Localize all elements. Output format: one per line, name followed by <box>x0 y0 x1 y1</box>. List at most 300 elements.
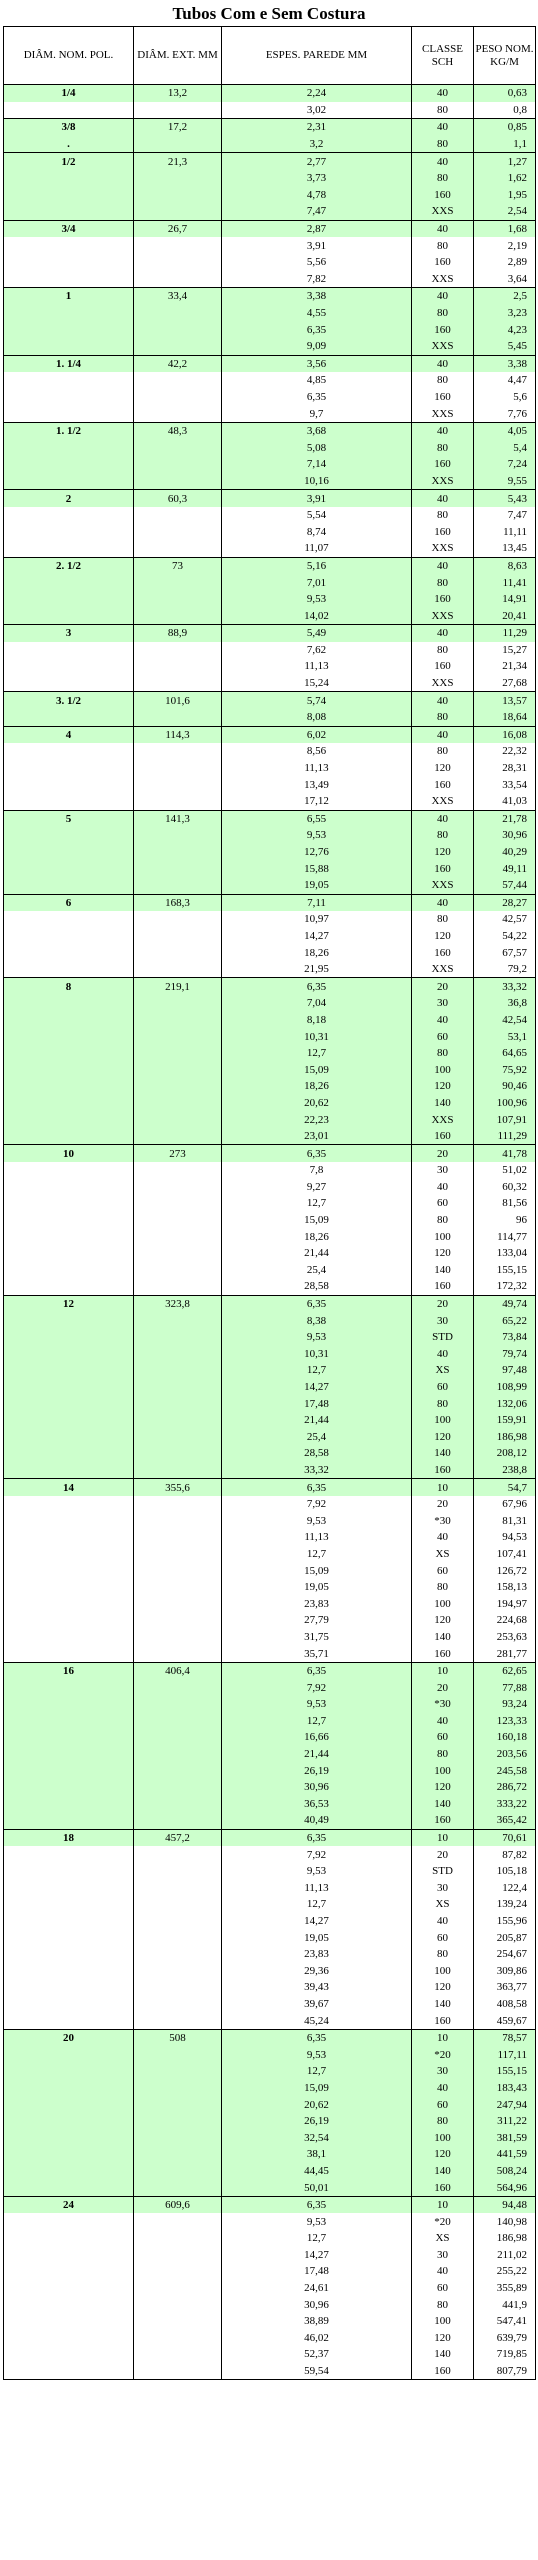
nominal-weight-cell: 155,15 <box>474 2063 536 2080</box>
schedule-class-cell: 40 <box>412 726 474 743</box>
table-row <box>4 1846 536 1863</box>
wall-thickness-cell: 38,89 <box>222 2313 412 2330</box>
nominal-diameter-cell <box>4 1228 134 1245</box>
nominal-weight-cell: 1,27 <box>474 153 536 170</box>
wall-thickness-cell: 5,49 <box>222 625 412 642</box>
wall-thickness-cell: 10,16 <box>222 473 412 490</box>
wall-thickness-cell: 3,73 <box>222 170 412 187</box>
schedule-class-cell: 140 <box>412 1996 474 2013</box>
external-diameter-cell <box>134 1796 222 1813</box>
table-row <box>4 1662 536 1679</box>
schedule-class-cell: 20 <box>412 1846 474 1863</box>
schedule-class-cell: 80 <box>412 1045 474 1062</box>
schedule-class-cell: 80 <box>412 1746 474 1763</box>
schedule-class-cell: XS <box>412 1546 474 1563</box>
nominal-weight-cell: 4,05 <box>474 422 536 439</box>
nominal-weight-cell: 186,98 <box>474 2230 536 2247</box>
nominal-diameter-cell <box>4 2096 134 2113</box>
table-row <box>4 944 536 961</box>
schedule-class-cell: 40 <box>412 810 474 827</box>
table-row <box>4 692 536 709</box>
nominal-weight-cell: 355,89 <box>474 2280 536 2297</box>
schedule-class-cell: 140 <box>412 1629 474 1646</box>
external-diameter-cell <box>134 523 222 540</box>
external-diameter-cell <box>134 961 222 978</box>
table-row <box>4 2363 536 2380</box>
nominal-diameter-cell <box>4 2296 134 2313</box>
wall-thickness-cell: 44,45 <box>222 2163 412 2180</box>
nominal-diameter-cell <box>4 1012 134 1029</box>
nominal-weight-cell: 441,9 <box>474 2296 536 2313</box>
external-diameter-cell <box>134 1061 222 1078</box>
table-row <box>4 1462 536 1479</box>
wall-thickness-cell: 21,44 <box>222 1245 412 1262</box>
nominal-weight-cell: 205,87 <box>474 1929 536 1946</box>
nominal-diameter-cell: 1. 1/4 <box>4 355 134 372</box>
schedule-class-cell: 40 <box>412 355 474 372</box>
table-row <box>4 1629 536 1646</box>
table-row <box>4 2012 536 2029</box>
table-row <box>4 860 536 877</box>
external-diameter-cell <box>134 2129 222 2146</box>
nominal-diameter-cell <box>4 1512 134 1529</box>
table-row <box>4 1128 536 1145</box>
schedule-class-cell: 80 <box>412 1579 474 1596</box>
table-row <box>4 2263 536 2280</box>
table-row <box>4 170 536 187</box>
wall-thickness-cell: 7,8 <box>222 1162 412 1179</box>
table-row <box>4 2346 536 2363</box>
wall-thickness-cell: 50,01 <box>222 2179 412 2196</box>
schedule-class-cell: 160 <box>412 2012 474 2029</box>
table-row <box>4 85 536 102</box>
external-diameter-cell <box>134 1195 222 1212</box>
nominal-weight-cell: 186,98 <box>474 1429 536 1446</box>
schedule-class-cell: STD <box>412 1329 474 1346</box>
schedule-class-cell: 30 <box>412 995 474 1012</box>
nominal-weight-cell: 365,42 <box>474 1812 536 1829</box>
nominal-diameter-cell <box>4 1429 134 1446</box>
external-diameter-cell: 42,2 <box>134 355 222 372</box>
wall-thickness-cell: 20,62 <box>222 2096 412 2113</box>
table-row <box>4 254 536 271</box>
nominal-weight-cell: 90,46 <box>474 1078 536 1095</box>
wall-thickness-cell: 27,79 <box>222 1612 412 1629</box>
table-row <box>4 1696 536 1713</box>
schedule-class-cell: *20 <box>412 2213 474 2230</box>
schedule-class-cell: 60 <box>412 1929 474 1946</box>
table-row <box>4 2247 536 2264</box>
nominal-weight-cell: 363,77 <box>474 1979 536 1996</box>
nominal-diameter-cell <box>4 2247 134 2264</box>
table-row <box>4 844 536 861</box>
wall-thickness-cell: 8,74 <box>222 523 412 540</box>
schedule-class-cell: 160 <box>412 456 474 473</box>
nominal-weight-cell: 1,62 <box>474 170 536 187</box>
schedule-class-cell: 120 <box>412 2330 474 2347</box>
external-diameter-cell <box>134 944 222 961</box>
nominal-diameter-cell <box>4 743 134 760</box>
nominal-weight-cell: 78,57 <box>474 2029 536 2046</box>
nominal-diameter-cell <box>4 1546 134 1563</box>
wall-thickness-cell: 11,07 <box>222 540 412 557</box>
table-row <box>4 793 536 810</box>
external-diameter-cell <box>134 2247 222 2264</box>
external-diameter-cell <box>134 675 222 692</box>
nominal-weight-cell: 1,1 <box>474 136 536 153</box>
external-diameter-cell <box>134 1395 222 1412</box>
nominal-diameter-cell <box>4 574 134 591</box>
nominal-diameter-cell: 3/8 <box>4 119 134 136</box>
nominal-diameter-cell <box>4 237 134 254</box>
nominal-diameter-cell <box>4 1846 134 1863</box>
nominal-diameter-cell <box>4 1779 134 1796</box>
table-row <box>4 877 536 894</box>
table-row <box>4 1278 536 1295</box>
schedule-class-cell: *20 <box>412 2046 474 2063</box>
external-diameter-cell: 114,3 <box>134 726 222 743</box>
wall-thickness-cell: 17,48 <box>222 2263 412 2280</box>
table-row <box>4 102 536 119</box>
external-diameter-cell <box>134 760 222 777</box>
nominal-diameter-cell <box>4 1179 134 1196</box>
nominal-weight-cell: 2,54 <box>474 203 536 220</box>
nominal-diameter-cell <box>4 2230 134 2247</box>
wall-thickness-cell: 7,47 <box>222 203 412 220</box>
nominal-weight-cell: 8,63 <box>474 557 536 574</box>
external-diameter-cell <box>134 1746 222 1763</box>
nominal-diameter-cell <box>4 642 134 659</box>
nominal-diameter-cell <box>4 793 134 810</box>
table-row <box>4 1111 536 1128</box>
external-diameter-cell <box>134 1880 222 1897</box>
schedule-class-cell: 80 <box>412 1946 474 1963</box>
nominal-diameter-cell <box>4 1880 134 1897</box>
nominal-diameter-cell: 1/2 <box>4 153 134 170</box>
schedule-class-cell: 20 <box>412 1496 474 1513</box>
external-diameter-cell <box>134 1462 222 1479</box>
table-row <box>4 1395 536 1412</box>
schedule-class-cell: 30 <box>412 1312 474 1329</box>
wall-thickness-cell: 9,53 <box>222 1696 412 1713</box>
external-diameter-cell: 141,3 <box>134 810 222 827</box>
nominal-weight-cell: 108,99 <box>474 1379 536 1396</box>
table-row <box>4 1329 536 1346</box>
wall-thickness-cell: 18,26 <box>222 1078 412 1095</box>
table-row <box>4 1078 536 1095</box>
table-row <box>4 1429 536 1446</box>
nominal-diameter-cell <box>4 1245 134 1262</box>
wall-thickness-cell: 6,35 <box>222 389 412 406</box>
nominal-diameter-cell <box>4 2080 134 2097</box>
wall-thickness-cell: 17,48 <box>222 1395 412 1412</box>
table-row <box>4 2163 536 2180</box>
wall-thickness-cell: 16,66 <box>222 1729 412 1746</box>
nominal-weight-cell: 140,98 <box>474 2213 536 2230</box>
nominal-diameter-cell <box>4 1095 134 1112</box>
nominal-weight-cell: 36,8 <box>474 995 536 1012</box>
wall-thickness-cell: 8,56 <box>222 743 412 760</box>
nominal-weight-cell: 281,77 <box>474 1645 536 1662</box>
nominal-weight-cell: 77,88 <box>474 1679 536 1696</box>
nominal-weight-cell: 238,8 <box>474 1462 536 1479</box>
external-diameter-cell: 13,2 <box>134 85 222 102</box>
external-diameter-cell <box>134 642 222 659</box>
external-diameter-cell <box>134 1228 222 1245</box>
schedule-class-cell: XXS <box>412 540 474 557</box>
nominal-weight-cell: 5,4 <box>474 439 536 456</box>
wall-thickness-cell: 12,7 <box>222 2230 412 2247</box>
table-row <box>4 709 536 726</box>
external-diameter-cell <box>134 2012 222 2029</box>
external-diameter-cell: 355,6 <box>134 1479 222 1496</box>
nominal-weight-cell: 107,41 <box>474 1546 536 1563</box>
wall-thickness-cell: 14,27 <box>222 928 412 945</box>
nominal-diameter-cell <box>4 372 134 389</box>
nominal-diameter-cell: 8 <box>4 978 134 995</box>
table-row <box>4 675 536 692</box>
table-row <box>4 894 536 911</box>
schedule-class-cell: 10 <box>412 1662 474 1679</box>
table-row <box>4 1295 536 1312</box>
external-diameter-cell <box>134 860 222 877</box>
wall-thickness-cell: 35,71 <box>222 1645 412 1662</box>
nominal-diameter-cell <box>4 995 134 1012</box>
external-diameter-cell <box>134 844 222 861</box>
wall-thickness-cell: 7,92 <box>222 1496 412 1513</box>
external-diameter-cell <box>134 1679 222 1696</box>
nominal-weight-cell: 3,23 <box>474 305 536 322</box>
nominal-diameter-cell <box>4 439 134 456</box>
schedule-class-cell: 60 <box>412 2280 474 2297</box>
table-row <box>4 2080 536 2097</box>
nominal-weight-cell: 62,65 <box>474 1662 536 1679</box>
schedule-class-cell: 160 <box>412 187 474 204</box>
table-row <box>4 540 536 557</box>
schedule-class-cell: 40 <box>412 1179 474 1196</box>
table-row <box>4 187 536 204</box>
nominal-weight-cell: 5,6 <box>474 389 536 406</box>
table-row <box>4 625 536 642</box>
table-row <box>4 1061 536 1078</box>
schedule-class-cell: 40 <box>412 1012 474 1029</box>
schedule-class-cell: 160 <box>412 1812 474 1829</box>
wall-thickness-cell: 18,26 <box>222 1228 412 1245</box>
nominal-diameter-cell <box>4 1913 134 1930</box>
table-row <box>4 1796 536 1813</box>
nominal-weight-cell: 75,92 <box>474 1061 536 1078</box>
table-row <box>4 237 536 254</box>
schedule-class-cell: 40 <box>412 1913 474 1930</box>
wall-thickness-cell: 5,74 <box>222 692 412 709</box>
table-row <box>4 2029 536 2046</box>
schedule-class-cell: 10 <box>412 2196 474 2213</box>
header-nominal-weight: PESO NOM. KG/M <box>474 27 536 85</box>
wall-thickness-cell: 14,27 <box>222 2247 412 2264</box>
nominal-weight-cell: 4,47 <box>474 372 536 389</box>
external-diameter-cell <box>134 1412 222 1429</box>
nominal-diameter-cell: 3/4 <box>4 220 134 237</box>
table-row <box>4 1679 536 1696</box>
external-diameter-cell <box>134 2213 222 2230</box>
nominal-diameter-cell <box>4 405 134 422</box>
external-diameter-cell <box>134 1278 222 1295</box>
table-row <box>4 389 536 406</box>
nominal-weight-cell: 73,84 <box>474 1329 536 1346</box>
nominal-diameter-cell <box>4 254 134 271</box>
external-diameter-cell <box>134 2080 222 2097</box>
schedule-class-cell: 40 <box>412 1529 474 1546</box>
external-diameter-cell <box>134 237 222 254</box>
nominal-diameter-cell: 6 <box>4 894 134 911</box>
table-row <box>4 405 536 422</box>
table-body <box>4 85 536 2380</box>
schedule-class-cell: 120 <box>412 844 474 861</box>
table-row <box>4 810 536 827</box>
nominal-weight-cell: 11,41 <box>474 574 536 591</box>
table-row <box>4 2179 536 2196</box>
table-row <box>4 1412 536 1429</box>
wall-thickness-cell: 7,11 <box>222 894 412 911</box>
external-diameter-cell: 101,6 <box>134 692 222 709</box>
table-row <box>4 507 536 524</box>
table-row <box>4 1095 536 1112</box>
wall-thickness-cell: 39,67 <box>222 1996 412 2013</box>
nominal-weight-cell: 7,76 <box>474 405 536 422</box>
nominal-diameter-cell <box>4 1045 134 1062</box>
nominal-diameter-cell <box>4 389 134 406</box>
nominal-diameter-cell <box>4 1612 134 1629</box>
external-diameter-cell <box>134 1179 222 1196</box>
wall-thickness-cell: 15,24 <box>222 675 412 692</box>
wall-thickness-cell: 9,09 <box>222 338 412 355</box>
wall-thickness-cell: 12,7 <box>222 1713 412 1730</box>
wall-thickness-cell: 6,35 <box>222 1145 412 1162</box>
header-row <box>4 27 536 85</box>
table-row <box>4 1145 536 1162</box>
nominal-diameter-cell <box>4 1629 134 1646</box>
table-row <box>4 1729 536 1746</box>
schedule-class-cell: XXS <box>412 1111 474 1128</box>
table-row <box>4 928 536 945</box>
nominal-diameter-cell <box>4 1963 134 1980</box>
schedule-class-cell: 20 <box>412 978 474 995</box>
external-diameter-cell <box>134 507 222 524</box>
table-row <box>4 2213 536 2230</box>
nominal-weight-cell: 111,29 <box>474 1128 536 1145</box>
nominal-diameter-cell: 5 <box>4 810 134 827</box>
schedule-class-cell: 80 <box>412 709 474 726</box>
schedule-class-cell: 30 <box>412 2247 474 2264</box>
nominal-diameter-cell <box>4 911 134 928</box>
wall-thickness-cell: 10,31 <box>222 1346 412 1363</box>
table-row <box>4 1595 536 1612</box>
external-diameter-cell: 273 <box>134 1145 222 1162</box>
nominal-weight-cell: 41,03 <box>474 793 536 810</box>
nominal-weight-cell: 16,08 <box>474 726 536 743</box>
wall-thickness-cell: 7,01 <box>222 574 412 591</box>
wall-thickness-cell: 8,38 <box>222 1312 412 1329</box>
nominal-weight-cell: 15,27 <box>474 642 536 659</box>
schedule-class-cell: 120 <box>412 1979 474 1996</box>
nominal-weight-cell: 2,89 <box>474 254 536 271</box>
nominal-weight-cell: 1,95 <box>474 187 536 204</box>
external-diameter-cell <box>134 1929 222 1946</box>
wall-thickness-cell: 23,83 <box>222 1595 412 1612</box>
external-diameter-cell <box>134 321 222 338</box>
schedule-class-cell: 160 <box>412 389 474 406</box>
external-diameter-cell <box>134 1579 222 1596</box>
schedule-class-cell: 40 <box>412 2080 474 2097</box>
schedule-class-cell: 40 <box>412 692 474 709</box>
nominal-diameter-cell <box>4 1312 134 1329</box>
wall-thickness-cell: 12,7 <box>222 1195 412 1212</box>
external-diameter-cell <box>134 1896 222 1913</box>
external-diameter-cell <box>134 607 222 624</box>
nominal-diameter-cell <box>4 1061 134 1078</box>
schedule-class-cell: *30 <box>412 1512 474 1529</box>
schedule-class-cell: XS <box>412 2230 474 2247</box>
external-diameter-cell <box>134 102 222 119</box>
wall-thickness-cell: 21,44 <box>222 1746 412 1763</box>
schedule-class-cell: 40 <box>412 119 474 136</box>
wall-thickness-cell: 25,4 <box>222 1262 412 1279</box>
nominal-diameter-cell <box>4 1729 134 1746</box>
header-nominal-diameter: DIÂM. NOM. POL. <box>4 27 134 85</box>
wall-thickness-cell: 4,78 <box>222 187 412 204</box>
nominal-weight-cell: 7,24 <box>474 456 536 473</box>
wall-thickness-cell: 15,09 <box>222 2080 412 2097</box>
wall-thickness-cell: 7,82 <box>222 271 412 288</box>
external-diameter-cell <box>134 658 222 675</box>
nominal-diameter-cell <box>4 1346 134 1363</box>
nominal-diameter-cell <box>4 1863 134 1880</box>
external-diameter-cell <box>134 305 222 322</box>
nominal-diameter-cell <box>4 1929 134 1946</box>
wall-thickness-cell: 10,31 <box>222 1028 412 1045</box>
table-row <box>4 1245 536 1262</box>
schedule-class-cell: 100 <box>412 2129 474 2146</box>
header-wall-thickness: ESPES. PAREDE MM <box>222 27 412 85</box>
nominal-diameter-cell: . <box>4 136 134 153</box>
nominal-diameter-cell <box>4 658 134 675</box>
schedule-class-cell: 120 <box>412 928 474 945</box>
external-diameter-cell <box>134 1512 222 1529</box>
external-diameter-cell: 219,1 <box>134 978 222 995</box>
wall-thickness-cell: 15,09 <box>222 1212 412 1229</box>
nominal-weight-cell: 159,91 <box>474 1412 536 1429</box>
nominal-weight-cell: 42,57 <box>474 911 536 928</box>
table-row <box>4 1379 536 1396</box>
nominal-diameter-cell <box>4 1111 134 1128</box>
wall-thickness-cell: 14,27 <box>222 1379 412 1396</box>
external-diameter-cell <box>134 1913 222 1930</box>
schedule-class-cell: 100 <box>412 1228 474 1245</box>
external-diameter-cell <box>134 793 222 810</box>
schedule-class-cell: 120 <box>412 1245 474 1262</box>
schedule-class-cell: 160 <box>412 591 474 608</box>
table-row <box>4 978 536 995</box>
wall-thickness-cell: 15,88 <box>222 860 412 877</box>
schedule-class-cell: 40 <box>412 894 474 911</box>
wall-thickness-cell: 24,61 <box>222 2280 412 2297</box>
schedule-class-cell: 80 <box>412 827 474 844</box>
nominal-weight-cell: 547,41 <box>474 2313 536 2330</box>
nominal-weight-cell: 126,72 <box>474 1562 536 1579</box>
external-diameter-cell <box>134 1212 222 1229</box>
wall-thickness-cell: 6,35 <box>222 1829 412 1846</box>
nominal-weight-cell: 22,32 <box>474 743 536 760</box>
